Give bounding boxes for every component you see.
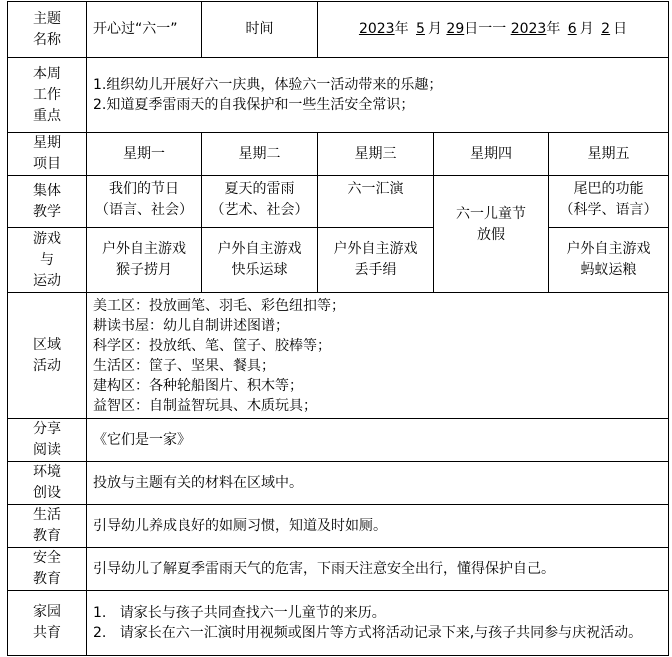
- weekday-header-row: [8, 133, 669, 176]
- week-label: [8, 133, 87, 176]
- games-row: [8, 228, 669, 293]
- date-dash: 一一: [478, 21, 507, 37]
- label-line: 名称: [33, 31, 61, 48]
- reading-label: [8, 419, 87, 462]
- weekday-tuesday: 星期二: [202, 133, 318, 176]
- teaching-wednesday: [318, 176, 434, 228]
- activity-title: 夏天的雷雨: [224, 181, 295, 197]
- year-char: 年: [546, 21, 561, 37]
- activity-subject: （艺术、社会）: [210, 202, 309, 218]
- life-row: [8, 505, 669, 548]
- label-line: 安全: [33, 550, 61, 566]
- label-line: 教育: [33, 571, 61, 587]
- games-friday: [549, 228, 669, 293]
- focus-item: 2.知道夏季雷雨天的自我保护和一些生活安全常识；: [93, 97, 415, 113]
- games-label: [8, 228, 87, 293]
- end-day: 2: [601, 21, 611, 37]
- activity-subject: （语言、社会）: [95, 202, 193, 218]
- label-line: 重点: [33, 107, 61, 124]
- game-name: 丢手绢: [354, 262, 397, 278]
- teaching-monday: [87, 176, 202, 228]
- home-row: [8, 591, 669, 656]
- end-month: 6: [567, 21, 577, 37]
- areas-content: [87, 293, 669, 419]
- home-item: 1. 请家长与孩子共同查找六一儿童节的来历。: [93, 605, 386, 621]
- label-line: 运动: [33, 272, 61, 289]
- holiday-title: 六一儿童节: [456, 206, 526, 222]
- end-year: 2023: [510, 21, 547, 37]
- title-row: [8, 2, 669, 58]
- area-item: 建构区：各种轮船图片、积木等；: [93, 377, 303, 394]
- reading-row: [8, 419, 669, 462]
- start-year: 2023: [358, 21, 395, 37]
- label-line: 活动: [33, 357, 61, 374]
- focus-row: [8, 58, 669, 133]
- area-item: 美工区：投放画笔、羽毛、彩色纽扣等；: [93, 297, 345, 314]
- home-item: 2. 请家长在六一汇演时用视频或图片等方式将活动记录下来,与孩子共同参与庆祝活动。: [93, 625, 643, 641]
- month-char: 月: [579, 21, 594, 37]
- areas-label: [8, 293, 87, 419]
- theme-name: 开心过“六一”: [87, 2, 202, 58]
- label-line: 教学: [33, 203, 61, 220]
- start-day: 29: [446, 21, 465, 37]
- label-line: 创设: [33, 485, 61, 501]
- life-content: 引导幼儿养成良好的如厕习惯，知道及时如厕。: [87, 505, 669, 548]
- label-line: 家园: [33, 604, 61, 620]
- day-char: 日: [613, 21, 628, 37]
- label-line: 主题: [33, 10, 61, 27]
- game-name: 蚂蚁运粮: [580, 262, 637, 278]
- safety-content: 引导幼儿了解夏季雷雨天气的危害，下雨天注意安全出行，懂得保护自己。: [87, 548, 669, 591]
- game-type: 户外自主游戏: [333, 241, 418, 257]
- safety-label: [8, 548, 87, 591]
- environment-content: 投放与主题有关的材料在区域中。: [87, 462, 669, 505]
- label-line: 阅读: [33, 442, 61, 458]
- day-char: 日: [464, 21, 479, 37]
- focus-label: [8, 58, 87, 133]
- games-tuesday: [202, 228, 318, 293]
- home-label: [8, 591, 87, 656]
- theme-label: [8, 2, 87, 58]
- label-line: 星期: [33, 135, 61, 151]
- teaching-tuesday: [202, 176, 318, 228]
- label-line: 项目: [33, 156, 61, 172]
- areas-row: [8, 293, 669, 419]
- activity-title: 我们的节日: [109, 181, 179, 197]
- holiday-note: 放假: [477, 227, 505, 243]
- activity-title: 尾巴的功能: [573, 181, 644, 197]
- date-range: [318, 2, 669, 58]
- holiday-thursday: [434, 176, 549, 293]
- area-item: 科学区：投放纸、笔、筐子、胶棒等；: [93, 337, 331, 354]
- label-line: 生活: [33, 507, 61, 523]
- reading-content: 《它们是一家》: [87, 419, 669, 462]
- area-item: 耕读书屋：幼儿自制讲述图谱；: [93, 317, 289, 334]
- group-teaching-label: [8, 176, 87, 228]
- focus-item: 1.组织幼儿开展好六一庆典，体验六一活动带来的乐趣；: [93, 77, 443, 93]
- life-label: [8, 505, 87, 548]
- label-line: 工作: [33, 86, 61, 103]
- area-item: 益智区：自制益智玩具、木质玩具；: [93, 397, 317, 414]
- environment-row: [8, 462, 669, 505]
- start-month: 5: [416, 21, 425, 37]
- environment-label: [8, 462, 87, 505]
- label-line: 游戏: [33, 230, 61, 247]
- area-item: 生活区：筐子、坚果、餐具；: [93, 357, 275, 374]
- label-line: 集体: [33, 182, 61, 199]
- month-char: 月: [427, 21, 442, 37]
- teaching-friday: [549, 176, 669, 228]
- activity-title: 六一汇演: [347, 181, 404, 197]
- home-content: [87, 591, 669, 656]
- label-line: 分享: [33, 421, 61, 437]
- focus-content: [87, 58, 669, 133]
- activity-subject: （科学、语言）: [559, 202, 658, 218]
- games-monday: [87, 228, 202, 293]
- game-type: 户外自主游戏: [566, 241, 651, 257]
- weekday-friday: 星期五: [549, 133, 669, 176]
- weekday-thursday: 星期四: [434, 133, 549, 176]
- label-line: 教育: [33, 528, 61, 544]
- group-teaching-row: [8, 176, 669, 228]
- safety-row: [8, 548, 669, 591]
- weekly-plan-table: [7, 1, 669, 656]
- label-line: 环境: [33, 464, 61, 480]
- label-line: 本周: [33, 65, 61, 82]
- year-char: 年: [394, 21, 409, 37]
- time-label: 时间: [202, 2, 318, 58]
- weekday-monday: 星期一: [87, 133, 202, 176]
- games-wednesday: [318, 228, 434, 293]
- label-line: 区域: [33, 336, 61, 353]
- game-type: 户外自主游戏: [217, 241, 302, 257]
- weekday-wednesday: 星期三: [318, 133, 434, 176]
- label-line: 与: [40, 251, 54, 268]
- game-type: 户外自主游戏: [102, 241, 186, 257]
- label-line: 共育: [33, 625, 61, 641]
- game-name: 快乐运球: [231, 262, 288, 278]
- game-name: 猴子捞月: [116, 262, 172, 278]
